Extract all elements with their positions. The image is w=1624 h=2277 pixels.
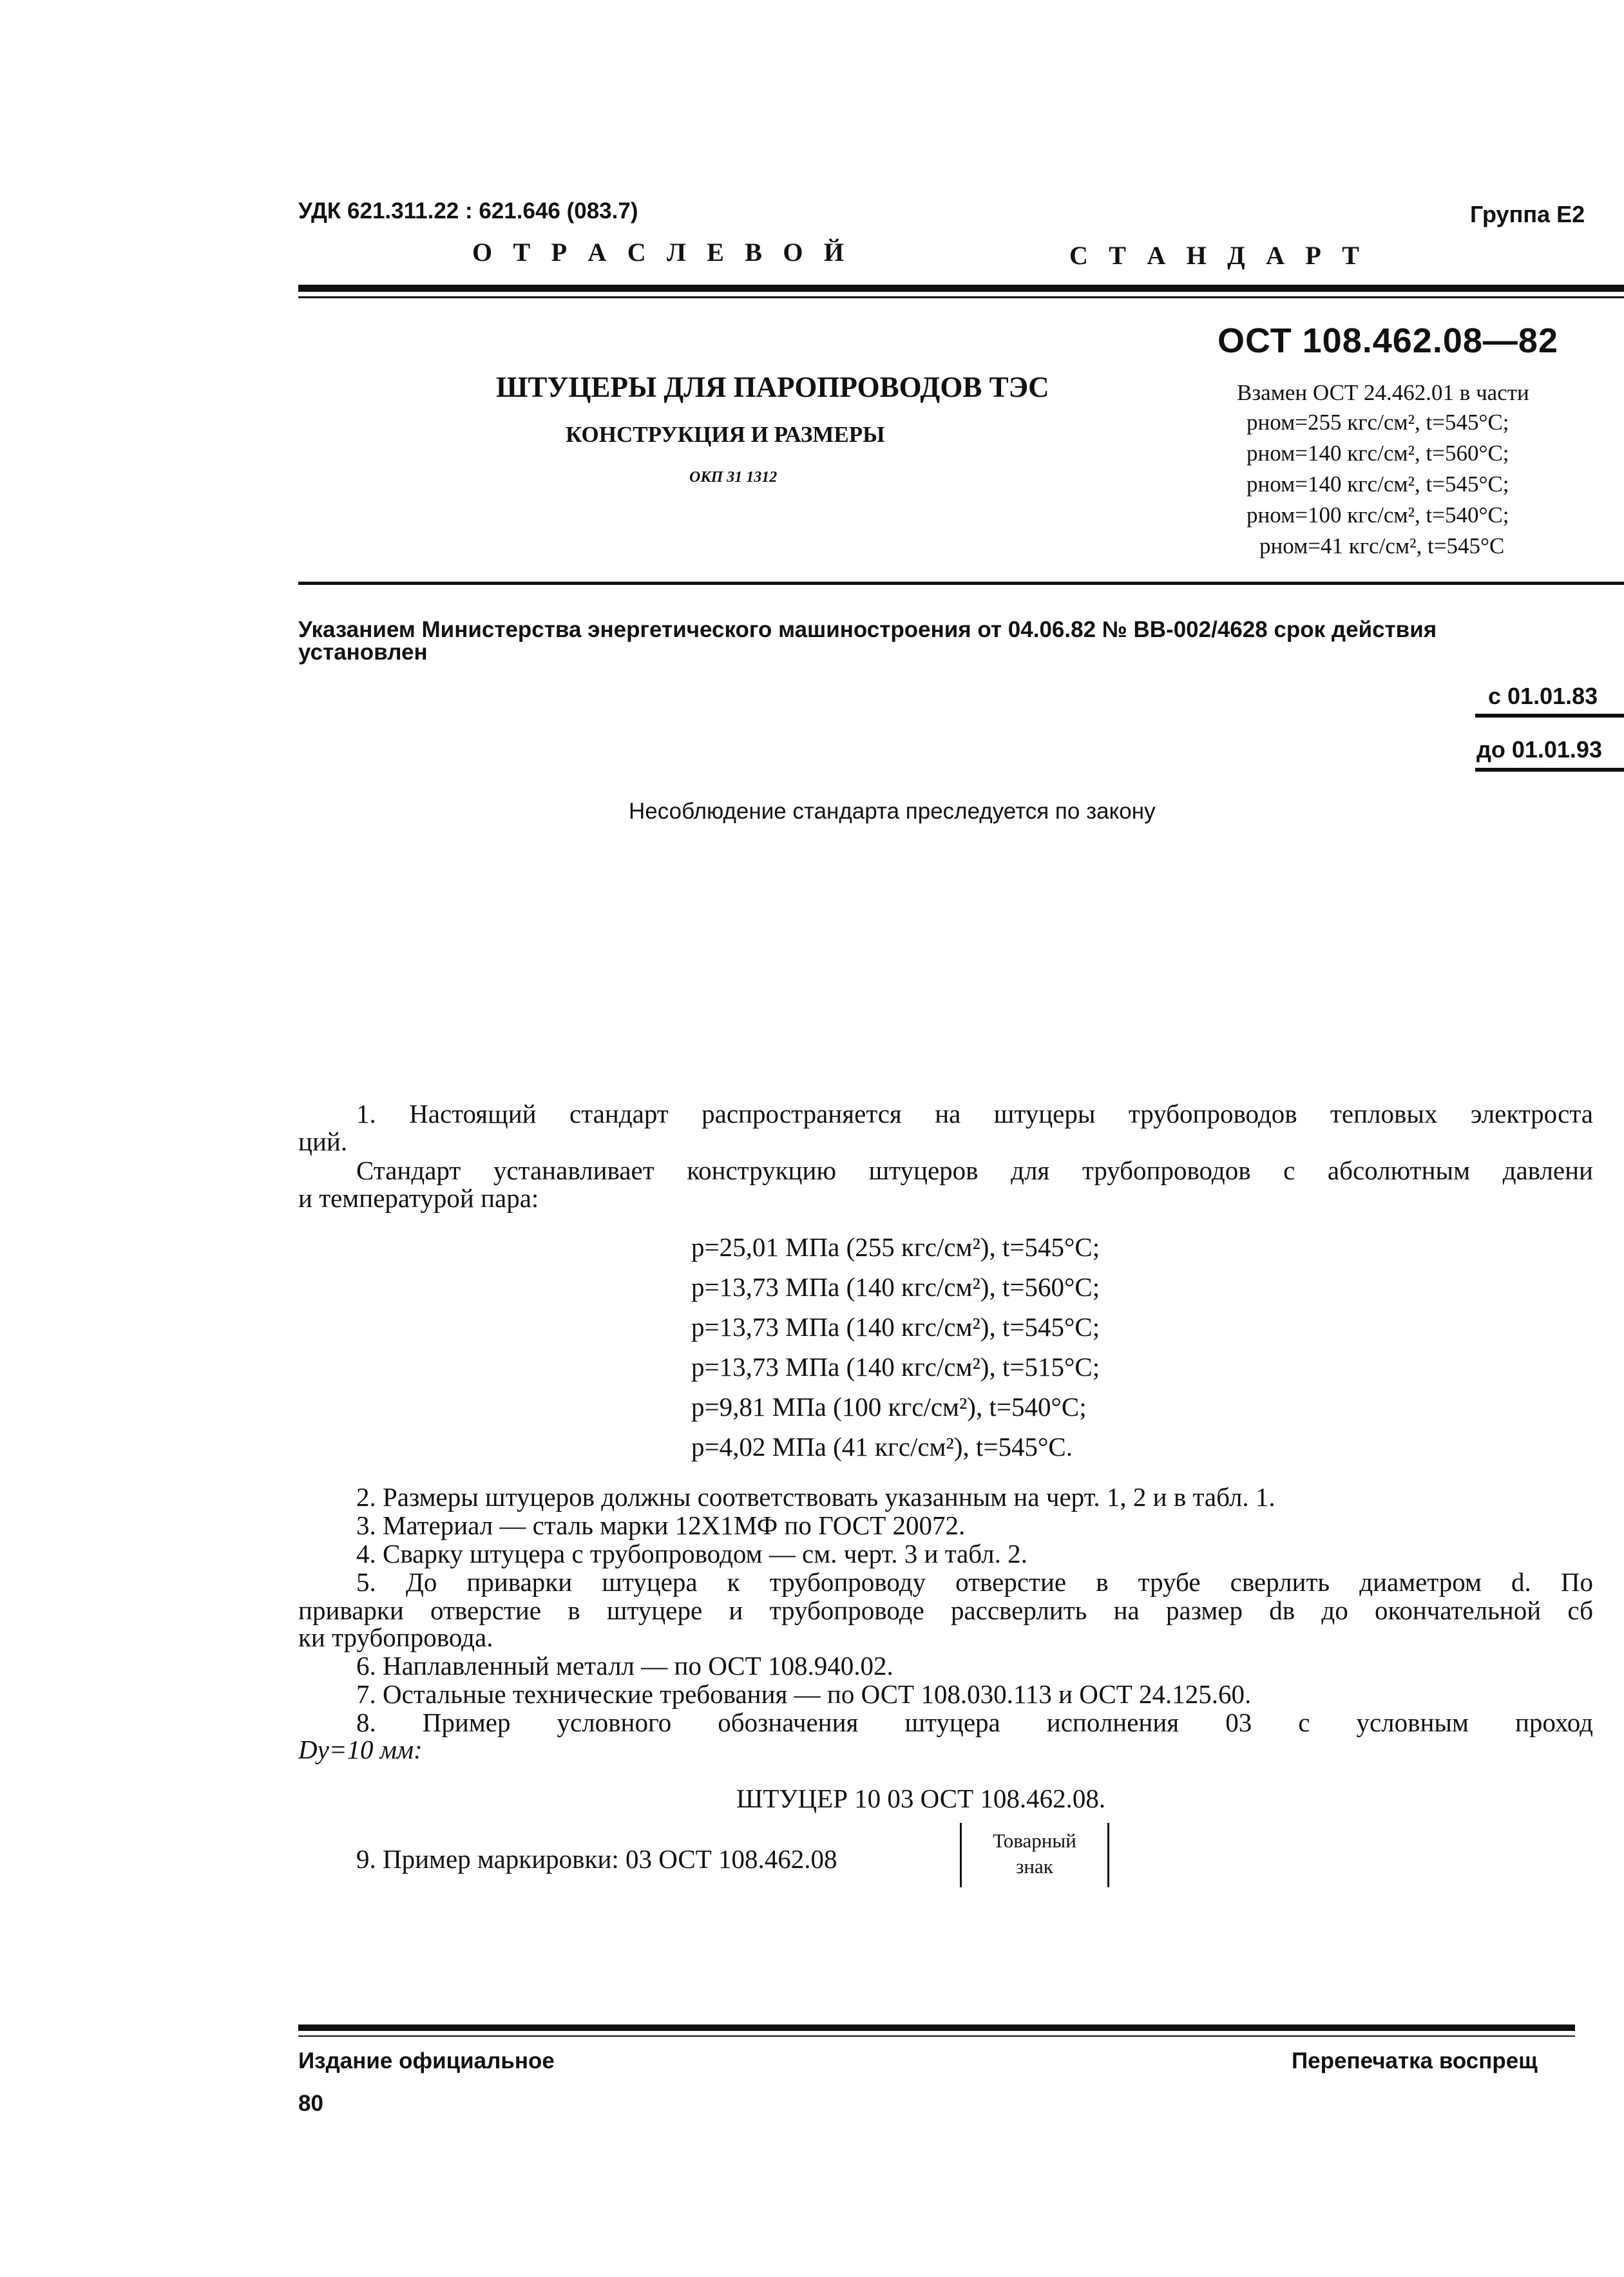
valid-to-underline xyxy=(1475,768,1624,772)
replaces-line: pном=100 кгс/см², t=540°C; xyxy=(1247,502,1509,528)
trademark-box xyxy=(960,1823,1109,1887)
replaces-line: pном=140 кгс/см², t=560°C; xyxy=(1247,441,1509,466)
paragraph-5-cont: приварки отверстие в штуцере и трубопроводе рассверлить на размер dв до окончательной сб xyxy=(298,1596,1593,1625)
valid-from-underline xyxy=(1475,714,1624,718)
banner-left: О Т Р А С Л Е В О Й xyxy=(472,238,852,267)
paragraph-8: 8. Пример условного обозначения штуцера исполнения 03 с условным проход xyxy=(356,1708,1593,1737)
paragraph-5: 5. До приварки штуцера к трубопроводу отверстие в трубе сверлить диаметром d. По xyxy=(356,1567,1593,1597)
parameter-line: p=13,73 МПа (140 кгс/см²), t=515°C; xyxy=(691,1352,1100,1382)
edition-label: Издание официальное xyxy=(298,2048,555,2073)
replaces-line: pном=255 кгс/см², t=545°C; xyxy=(1247,410,1509,435)
parameter-line: p=25,01 МПа (255 кгс/см²), t=545°C; xyxy=(691,1232,1100,1262)
directive-text: Указанием Министерства энергетического машиностроения от 04.06.82 № ВВ-002/4628 срок действия xyxy=(298,617,1437,642)
ost-number: ОСТ 108.462.08—82 xyxy=(1218,321,1558,360)
designation-example: ШТУЦЕР 10 03 ОСТ 108.462.08. xyxy=(736,1784,1106,1813)
valid-from: с 01.01.83 xyxy=(1488,683,1598,709)
parameter-line: p=13,73 МПа (140 кгс/см²), t=560°C; xyxy=(691,1272,1100,1302)
page-title: ШТУЦЕРЫ ДЛЯ ПАРОПРОВОДОВ ТЭС xyxy=(496,371,1049,403)
paragraph-7: 7. Остальные технические требования — по ОСТ 108.030.113 и ОСТ 24.125.60. xyxy=(356,1679,1252,1709)
footer-thick-rule xyxy=(298,2025,1575,2031)
paragraph-1: 1. Настоящий стандарт распространяется на штуцеры трубопроводов тепловых электроста xyxy=(356,1099,1593,1129)
page-subtitle: КОНСТРУКЦИЯ И РАЗМЕРЫ xyxy=(566,422,885,447)
paragraph-4: 4. Сварку штуцера с трубопроводом — см. черт. 3 и табл. 2. xyxy=(356,1539,1027,1568)
paragraph-1c-cont: и температурой пара: xyxy=(298,1183,539,1213)
header-thick-rule xyxy=(298,285,1624,292)
parameter-line: p=4,02 МПа (41 кгс/см²), t=545°C. xyxy=(691,1432,1073,1462)
header-thin-rule xyxy=(298,296,1624,298)
paragraph-3: 3. Материал — сталь марки 12Х1МФ по ГОСТ 20072. xyxy=(356,1510,966,1540)
group-code: Группа Е2 xyxy=(1470,201,1585,227)
parameter-line: p=13,73 МПа (140 кгс/см²), t=545°C; xyxy=(691,1312,1100,1342)
trademark-label-2: знак xyxy=(1016,1855,1053,1878)
divider-rule xyxy=(298,582,1624,585)
legal-warning: Несоблюдение стандарта преследуется по закону xyxy=(629,799,1156,824)
replaces-line: pном=41 кгс/см², t=545°C xyxy=(1259,533,1505,558)
valid-to: до 01.01.93 xyxy=(1476,736,1602,763)
paragraph-8-cont: Dу=10 мм: xyxy=(298,1735,423,1764)
trademark-label-1: Товарный xyxy=(993,1829,1076,1852)
paragraph-9: 9. Пример маркировки: 03 ОСТ 108.462.08 xyxy=(356,1844,837,1874)
directive-text-cont: установлен xyxy=(298,640,428,665)
paragraph-1c: Стандарт устанавливает конструкцию штуцеров для трубопроводов с абсолютным давлени xyxy=(356,1156,1593,1185)
paragraph-5-end: ки трубопровода. xyxy=(298,1623,493,1652)
paragraph-1-cont: ций. xyxy=(298,1127,348,1156)
banner-right: С Т А Н Д А Р Т xyxy=(1069,241,1367,270)
okp-code: ОКП 31 1312 xyxy=(689,469,778,486)
paragraph-2: 2. Размеры штуцеров должны соответствовать указанным на черт. 1, 2 и в табл. 1. xyxy=(356,1482,1275,1512)
udk-code: УДК 621.311.22 : 621.646 (083.7) xyxy=(298,198,638,224)
page-number: 80 xyxy=(298,2091,323,2116)
replaces-line: pном=140 кгс/см², t=545°C; xyxy=(1247,472,1509,497)
footer-thin-rule xyxy=(298,2035,1575,2037)
parameter-line: p=9,81 МПа (100 кгс/см²), t=540°C; xyxy=(691,1392,1087,1422)
reprint-notice: Перепечатка воспрещ xyxy=(1292,2048,1538,2073)
paragraph-6: 6. Наплавленный металл — по ОСТ 108.940.02. xyxy=(356,1651,893,1681)
replaces-intro: Взамен ОСТ 24.462.01 в части xyxy=(1237,380,1529,405)
